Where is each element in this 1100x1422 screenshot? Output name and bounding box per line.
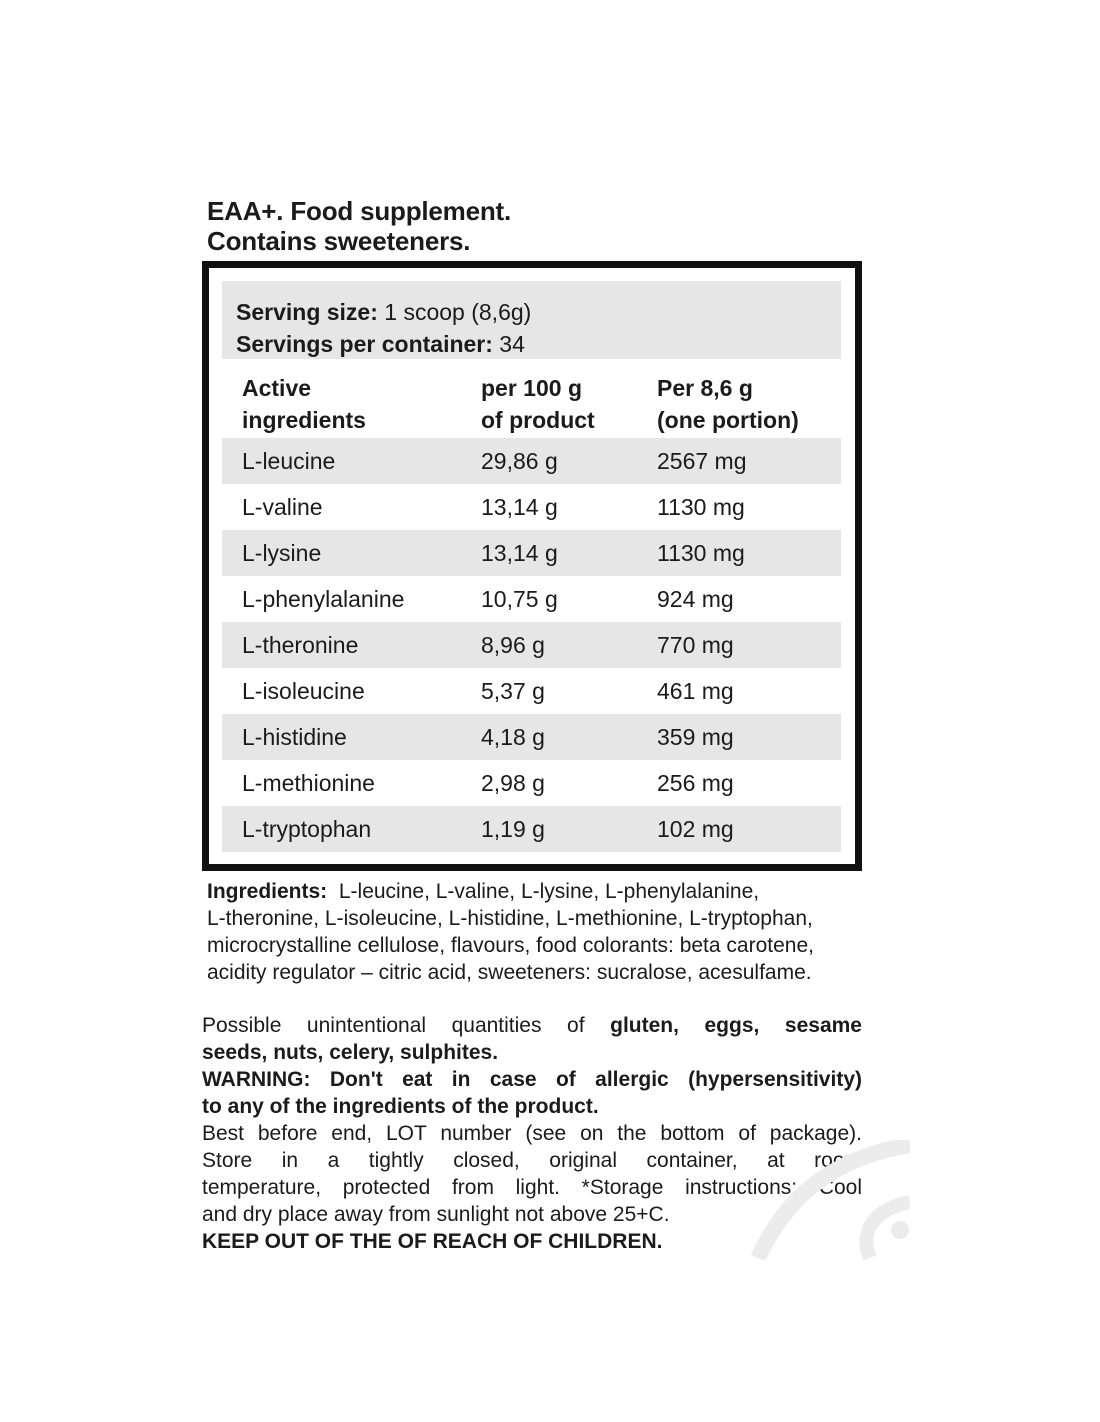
per-100g-value: 10,75 g <box>481 586 558 612</box>
ingredient-rows <box>222 438 841 852</box>
servings-per-container-value: 34 <box>492 331 525 357</box>
title-line-2: Contains sweeteners. <box>207 226 471 256</box>
per-100g-value: 8,96 g <box>481 632 545 658</box>
ingredients-line-1 <box>207 878 907 905</box>
servings-per-container-label: Servings per container: <box>236 331 493 357</box>
ingredients-label: Ingredients: <box>207 880 328 903</box>
per-100g-value: 2,98 g <box>481 770 545 796</box>
warning-line-1: WARNING: Don't eat in case of allergic (hypersensitivity) <box>202 1068 862 1091</box>
per-portion-value: 1130 mg <box>657 494 745 520</box>
ingredient-name: L-phenylalanine <box>242 586 405 612</box>
ingredient-name: L-lysine <box>242 540 322 566</box>
serving-size-value: 1 scoop (8,6g) <box>377 299 532 325</box>
table-row <box>222 438 841 484</box>
per-100g-value: 13,14 g <box>481 494 558 520</box>
per-100g-value: 4,18 g <box>481 724 545 750</box>
serving-info <box>222 281 841 359</box>
table-row <box>222 622 841 668</box>
per-100g-value: 1,19 g <box>481 816 545 842</box>
warning-line-2: to any of the ingredients of the product. <box>202 1095 599 1118</box>
header-line: ingredients <box>242 407 366 433</box>
ingredient-name: L-valine <box>242 494 323 520</box>
ingredient-name: L-tryptophan <box>242 816 372 842</box>
per-portion-value: 359 mg <box>657 724 734 750</box>
per-portion-value: 461 mg <box>657 678 734 704</box>
per-portion-value: 102 mg <box>657 816 734 842</box>
logo-watermark-icon <box>750 1140 910 1260</box>
ingredient-name: L-isoleucine <box>242 678 365 704</box>
table-row <box>222 806 841 852</box>
ingredient-name: L-theronine <box>242 632 359 658</box>
keep-out-warning: KEEP OUT OF THE OF REACH OF CHILDREN. <box>202 1230 663 1253</box>
supplement-facts-panel <box>202 261 862 871</box>
serving-size-label: Serving size: <box>236 299 378 325</box>
header-line: per 100 g <box>481 375 582 401</box>
header-active-ingredients <box>242 372 366 436</box>
per-portion-value: 256 mg <box>657 770 734 796</box>
header-line: Active <box>242 375 312 401</box>
storage-line-2: Store in a tightly closed, original container, at room <box>202 1149 862 1172</box>
per-portion-value: 2567 mg <box>657 448 747 474</box>
title-line-1: EAA+. Food supplement. <box>207 196 512 226</box>
header-per-portion <box>657 372 799 436</box>
per-portion-value: 770 mg <box>657 632 734 658</box>
per-100g-value: 29,86 g <box>481 448 558 474</box>
table-row <box>222 714 841 760</box>
table-row <box>222 668 841 714</box>
header-line: of product <box>481 407 595 433</box>
ingredients-line-4: acidity regulator – citric acid, sweeteners: sucralose, acesulfame. <box>207 961 812 984</box>
ingredient-name: L-histidine <box>242 724 347 750</box>
allergen-list: gluten, eggs, sesame <box>610 1014 862 1037</box>
table-header <box>222 372 841 436</box>
per-portion-value: 924 mg <box>657 586 734 612</box>
storage-line-3: temperature, protected from light. *Storage instructions: Cool <box>202 1176 862 1199</box>
servings-per-container-line <box>236 328 841 360</box>
serving-size-line <box>236 296 841 328</box>
ingredient-name: L-leucine <box>242 448 336 474</box>
ingredients-line-2: L-theronine, L-isoleucine, L-histidine, L-methionine, L-tryptophan, <box>207 907 813 930</box>
header-line: (one portion) <box>657 407 799 433</box>
header-per-100g <box>481 372 595 436</box>
product-title <box>207 196 511 256</box>
storage-line-4: and dry place away from sunlight not above 25+C. <box>202 1203 670 1226</box>
allergen-prefix: Possible unintentional quantities of <box>202 1014 611 1037</box>
logo-watermark <box>750 1140 910 1260</box>
ingredients-text <box>207 878 907 986</box>
allergen-line-2: seeds, nuts, celery, sulphites. <box>202 1041 499 1064</box>
header-line: Per 8,6 g <box>657 375 753 401</box>
per-100g-value: 13,14 g <box>481 540 558 566</box>
allergen-line-1 <box>202 1012 862 1039</box>
table-row <box>222 760 841 806</box>
table-row <box>222 530 841 576</box>
per-100g-value: 5,37 g <box>481 678 545 704</box>
table-row <box>222 576 841 622</box>
ingredient-name: L-methionine <box>242 770 375 796</box>
table-row <box>222 484 841 530</box>
ingredients-line-3: microcrystalline cellulose, flavours, food colorants: beta carotene, <box>207 934 814 957</box>
per-portion-value: 1130 mg <box>657 540 745 566</box>
ingredients-list: L-leucine, L-valine, L-lysine, L-phenylalanine, <box>327 880 760 903</box>
storage-line-1: Best before end, LOT number (see on the bottom of package). <box>202 1122 862 1145</box>
